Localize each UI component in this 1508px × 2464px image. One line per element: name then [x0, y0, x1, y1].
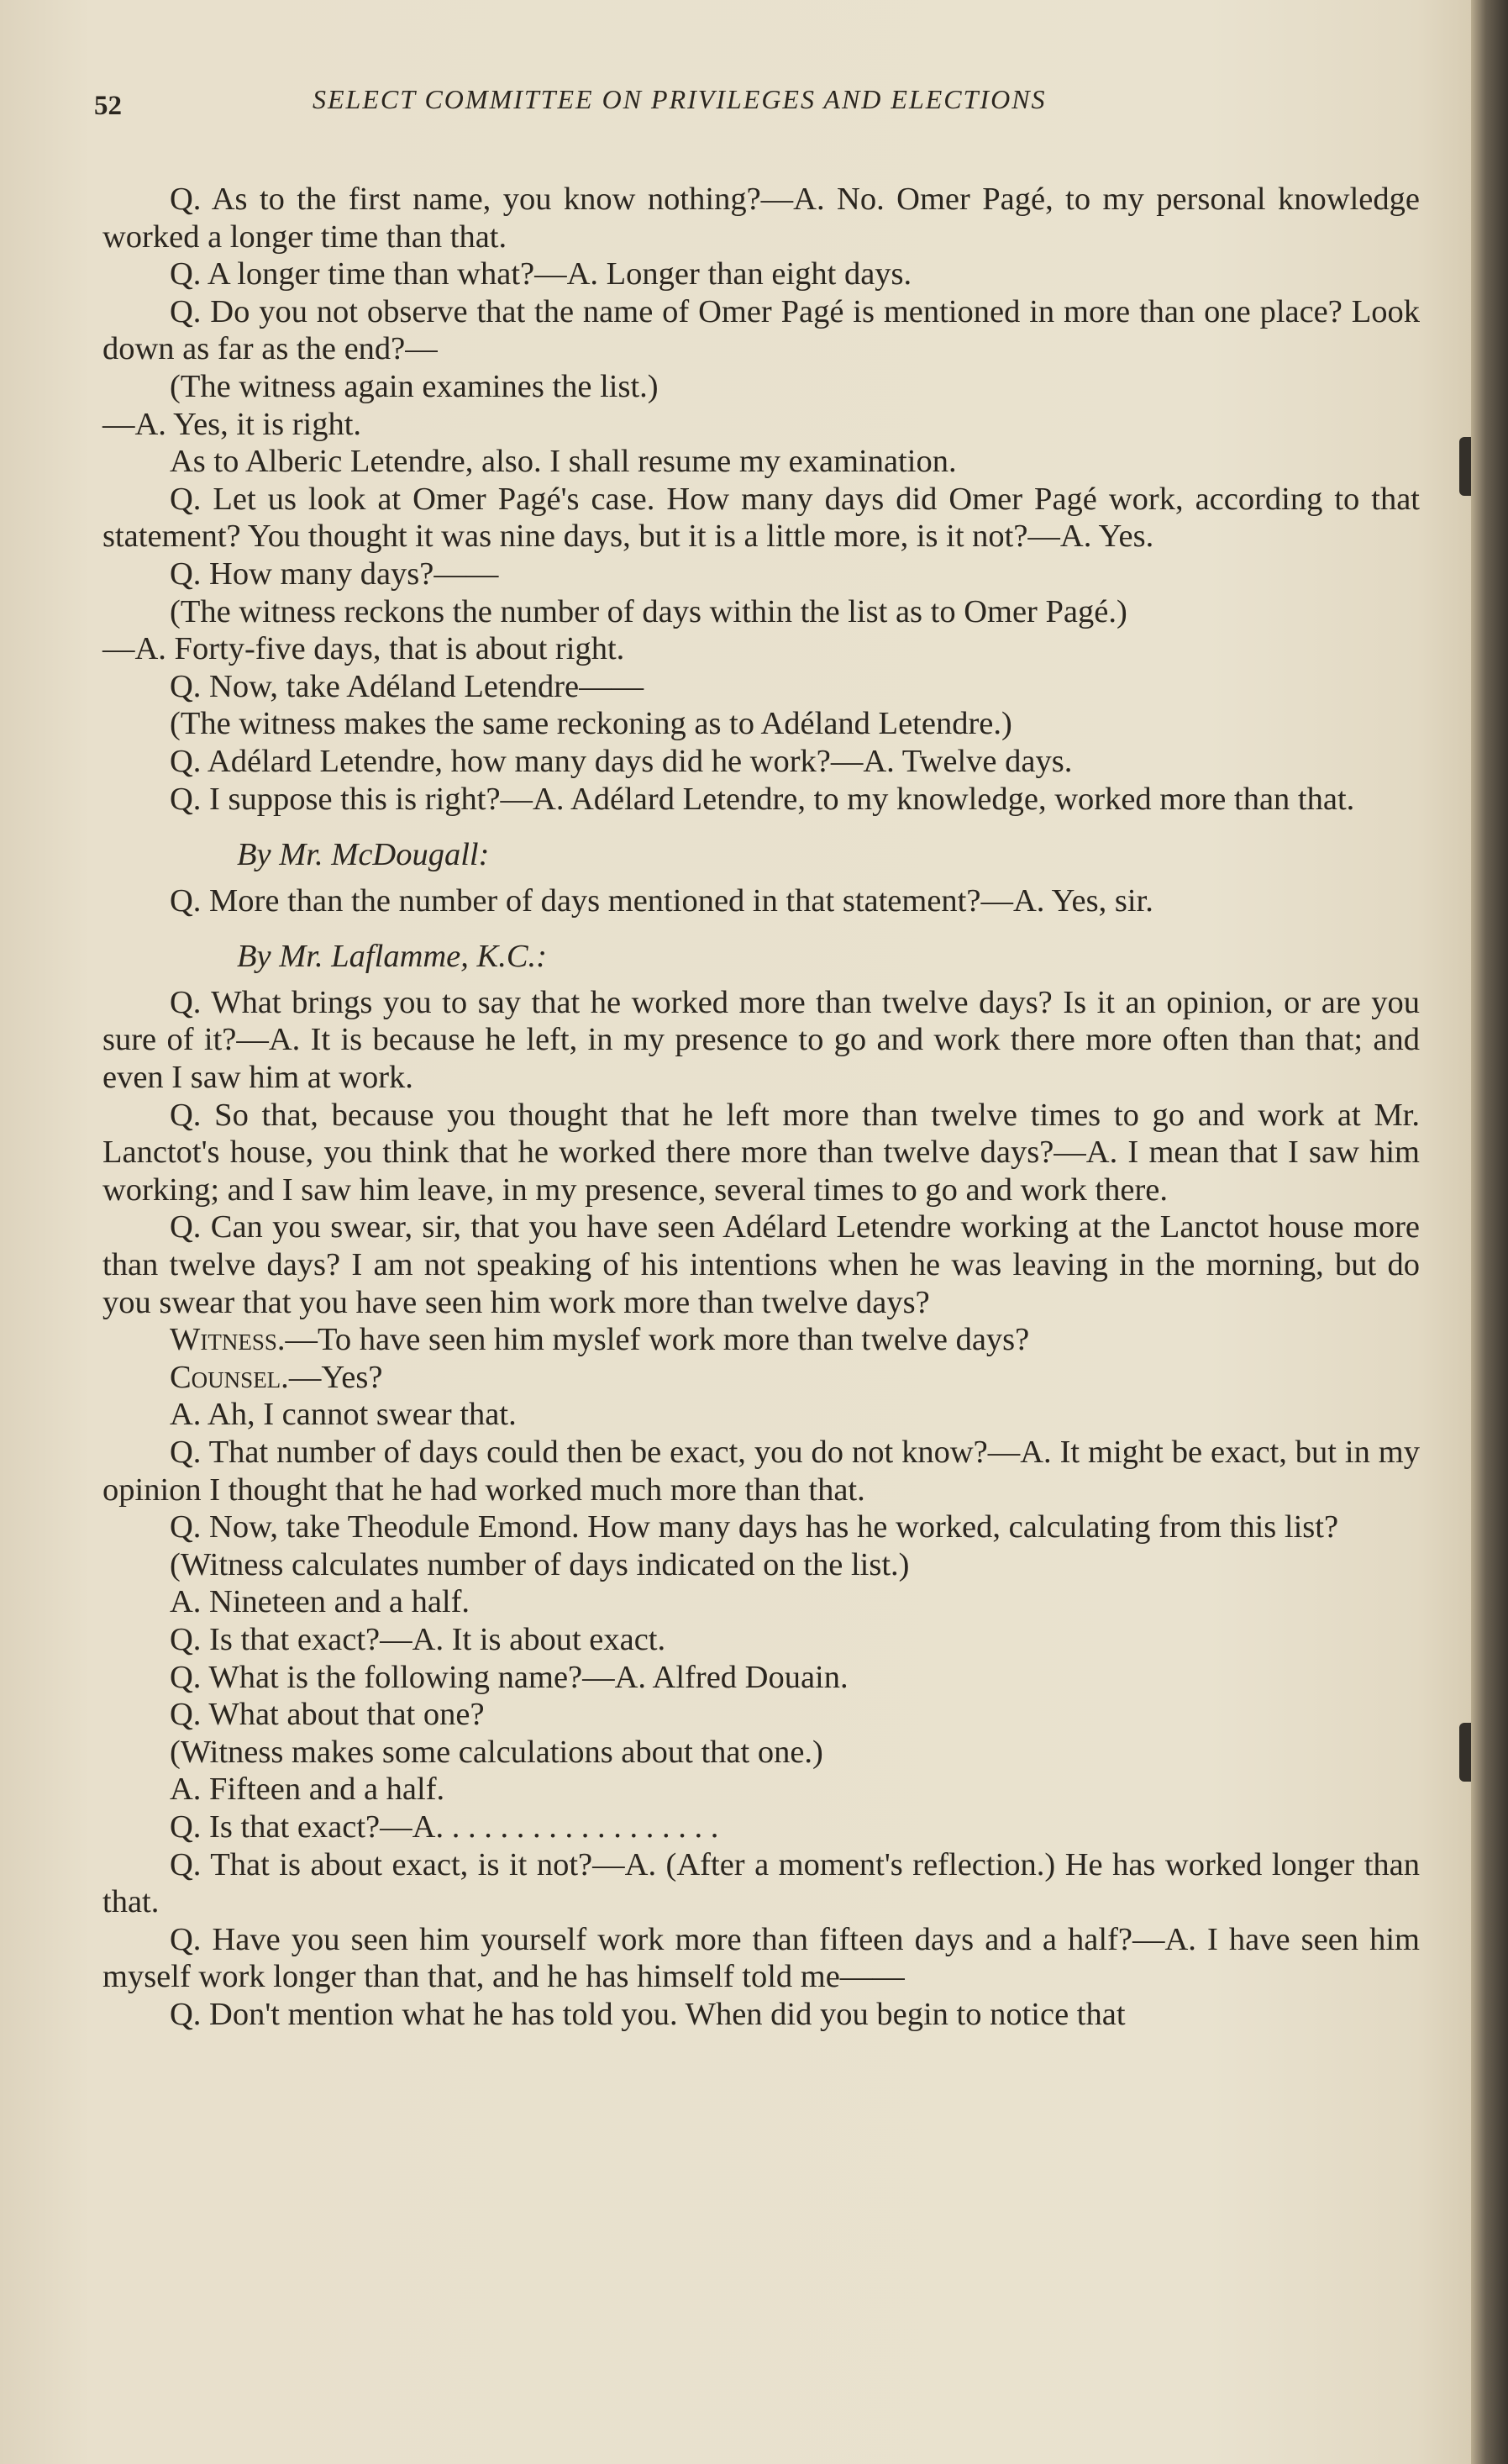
transcript-paragraph: Q. What is the following name?—A. Alfred Douain.	[170, 1659, 849, 1695]
transcript-paragraph: Q. How many days?——	[170, 555, 499, 592]
transcript-paragraph: Q. What about that one?	[170, 1697, 485, 1733]
transcript-paragraph: Q. Can you swear, sir, that you have seen Adélard Letendre working at the Lanctot house more than twelve days? I am not speaking of his intentions when he was leaving in the morning, but do you swear that you have seen him work more than twelve days?	[102, 1209, 1420, 1320]
transcript-paragraph: Q. As to the first name, you know nothing?—A. No. Omer Pagé, to my personal knowledge worked a longer time than that.	[102, 182, 1420, 255]
transcript-paragraph: Q. More than the number of days mentioned in that statement?—A. Yes, sir.	[170, 882, 1153, 919]
page-header	[94, 84, 1405, 133]
transcript-paragraph	[102, 1359, 1420, 1397]
running-title: SELECT COMMITTEE ON PRIVILEGES AND ELECTIONS	[313, 84, 1047, 114]
transcript-paragraph: Q. I suppose this is right?—A. Adélard Letendre, to my knowledge, worked more than that.	[170, 781, 1355, 817]
examiner-heading: By Mr. Laflamme, K.C.:	[237, 939, 547, 975]
transcript-paragraph: (The witness reckons the number of days within the list as to Omer Pagé.)	[170, 593, 1127, 629]
transcript-paragraph: Q. That number of days could then be exact, you do not know?—A. It might be exact, but in my opinion I thought that he had worked much more than that.	[102, 1435, 1420, 1508]
speaker-text: —To have seen him myslef work more than twelve days?	[285, 1322, 1030, 1358]
edge-tab-mark	[1459, 1723, 1471, 1782]
transcript-paragraph: Q. Now, take Theodule Emond. How many days has he worked, calculating from this list?	[170, 1509, 1339, 1545]
transcript-paragraph: Q. Let us look at Omer Pagé's case. How many days did Omer Pagé work, according to that statement? You thought it was nine days, but it is a little more, is it not?—A. Yes.	[102, 481, 1420, 555]
speaker-text: —Yes?	[288, 1359, 383, 1395]
transcript-body	[102, 181, 1420, 2034]
edge-tab-mark	[1459, 437, 1471, 496]
transcript-paragraph: Q. A longer time than what?—A. Longer than eight days.	[170, 256, 912, 292]
speaker-label: Witness.	[170, 1322, 286, 1358]
speaker-label: Counsel.	[170, 1359, 289, 1395]
page-number: 52	[94, 91, 122, 121]
transcript-paragraph: Q. Is that exact?—A. . . . . . . . . . . . . . . . . .	[170, 1809, 719, 1845]
transcript-paragraph: Q. Now, take Adéland Letendre——	[170, 668, 644, 704]
transcript-paragraph: Q. Have you seen him yourself work more than fifteen days and a half?—A. I have seen him myself work longer than that, and he has himself told me——	[102, 1921, 1420, 1995]
transcript-paragraph: (The witness again examines the list.)	[170, 368, 659, 404]
transcript-paragraph: Q. What brings you to say that he worked more than twelve days? Is it an opinion, or are you sure of it?—A. It is because he left, in my presence to go and work there more often than that; and even I saw him at work.	[102, 984, 1420, 1096]
transcript-paragraph: (The witness makes the same reckoning as to Adéland Letendre.)	[170, 706, 1012, 742]
transcript-paragraph: A. Nineteen and a half.	[170, 1584, 470, 1620]
transcript-paragraph: Q. Do you not observe that the name of Omer Pagé is mentioned in more than one place? Look down as far as the end?—	[102, 293, 1420, 367]
transcript-paragraph: Q. Is that exact?—A. It is about exact.	[170, 1621, 666, 1657]
transcript-paragraph: (Witness calculates number of days indicated on the list.)	[170, 1546, 910, 1582]
transcript-paragraph	[102, 1321, 1420, 1359]
page-binding-edge	[1471, 0, 1508, 2464]
transcript-paragraph: Q. So that, because you thought that he left more than twelve times to go and work at Mr. Lanctot's house, you think that he worked there more than twelve days?—A. I mean that I saw him working; and I saw him leave, in my presence, several times to go and work there.	[102, 1097, 1420, 1208]
transcript-paragraph: Q. That is about exact, is it not?—A. (After a moment's reflection.) He has worked longer than that.	[102, 1846, 1420, 1920]
transcript-paragraph: (Witness makes some calculations about that one.)	[170, 1734, 823, 1770]
transcript-paragraph: Q. Adélard Letendre, how many days did he work?—A. Twelve days.	[170, 743, 1073, 779]
transcript-paragraph: A. Fifteen and a half.	[170, 1772, 445, 1808]
transcript-paragraph: —A. Forty-five days, that is about right.	[102, 631, 625, 667]
transcript-paragraph: —A. Yes, it is right.	[102, 406, 362, 442]
transcript-paragraph: As to Alberic Letendre, also. I shall resume my examination.	[170, 444, 957, 480]
transcript-paragraph: A. Ah, I cannot swear that.	[170, 1397, 517, 1433]
examiner-heading: By Mr. McDougall:	[237, 837, 490, 873]
transcript-paragraph: Q. Don't mention what he has told you. When did you begin to notice that	[170, 1996, 1126, 2032]
